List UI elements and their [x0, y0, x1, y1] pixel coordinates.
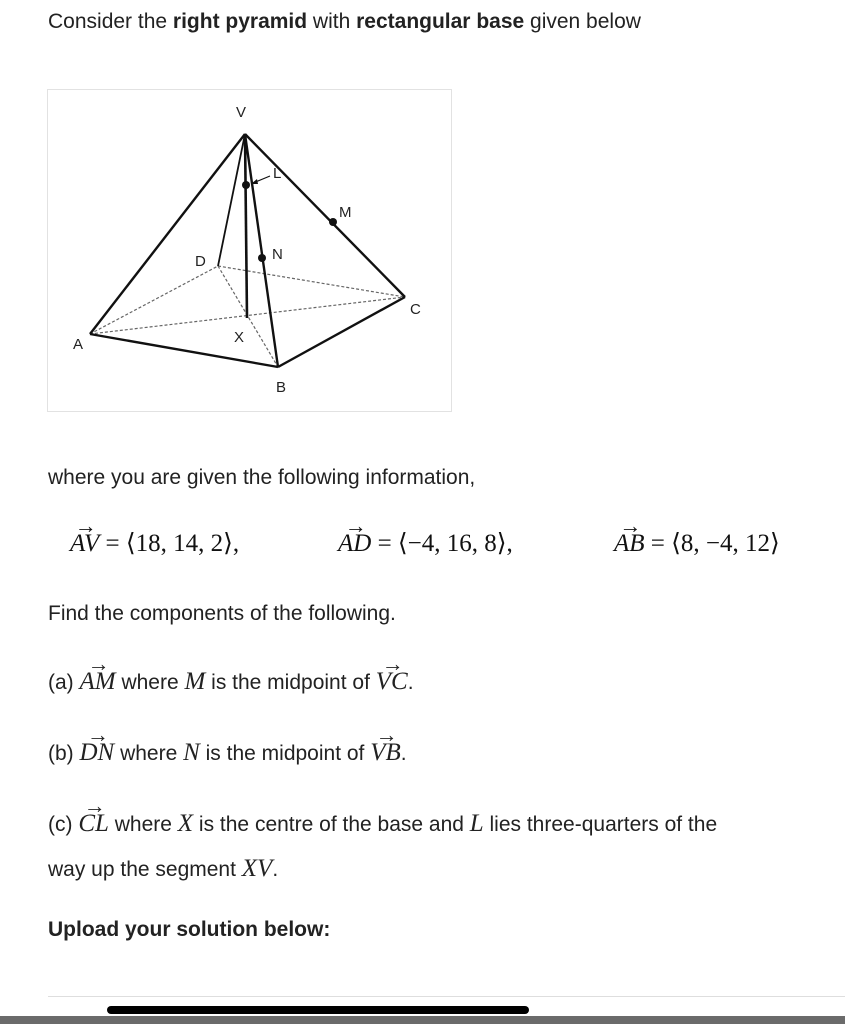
segment-XV — [245, 134, 247, 318]
find-instruction: Find the components of the following. — [48, 602, 396, 625]
label-B: B — [276, 379, 287, 396]
pyramid-figure — [47, 89, 452, 412]
label-V: V — [236, 104, 247, 121]
edge-VD — [218, 134, 245, 266]
edge-VC — [245, 134, 405, 297]
bottom-bar — [0, 1016, 845, 1024]
pyramid-diagram — [48, 90, 451, 411]
edge-AV — [90, 134, 245, 334]
upload-heading: Upload your solution below: — [48, 918, 331, 941]
label-M: M — [339, 204, 352, 221]
home-indicator[interactable] — [107, 1006, 529, 1014]
part-b: (b) → DN where N is the midpoint of → VB. — [48, 739, 407, 767]
vector-name: → AV — [70, 530, 99, 558]
intro-text: Consider the right pyramid with rectangular base given below — [48, 10, 641, 33]
label-L: L — [273, 165, 282, 182]
part-a: (a) → AM where M is the midpoint of → VC. — [48, 668, 414, 696]
vector-AV: → AV = ⟨18, 14, 2⟩, — [70, 528, 239, 558]
label-X: X — [234, 329, 245, 346]
label-C: C — [410, 301, 421, 318]
part-c: (c) → CL where X is the centre of the base and L lies three-quarters of the — [48, 810, 717, 838]
vector-AD: → AD = ⟨−4, 16, 8⟩, — [338, 528, 513, 558]
given-info-text: where you are given the following information, — [48, 466, 476, 489]
edge-AB — [90, 334, 278, 367]
label-D: D — [195, 253, 206, 270]
emphasis-right-pyramid: right pyramid — [172, 10, 308, 33]
part-c-continued: way up the segment XV. — [48, 855, 279, 882]
emphasis-rectangular-base: rectangular base — [356, 10, 525, 33]
label-N: N — [272, 246, 283, 263]
point-N — [258, 254, 266, 262]
vector-name: → AB — [614, 530, 645, 558]
vector-name: → AD — [338, 530, 371, 558]
label-A: A — [73, 336, 84, 353]
edge-BC — [278, 297, 405, 367]
edge-AD — [90, 266, 218, 334]
vector-AB: → AB = ⟨8, −4, 12⟩ — [614, 528, 780, 558]
divider — [48, 996, 845, 997]
point-L — [242, 181, 250, 189]
point-M — [329, 218, 337, 226]
